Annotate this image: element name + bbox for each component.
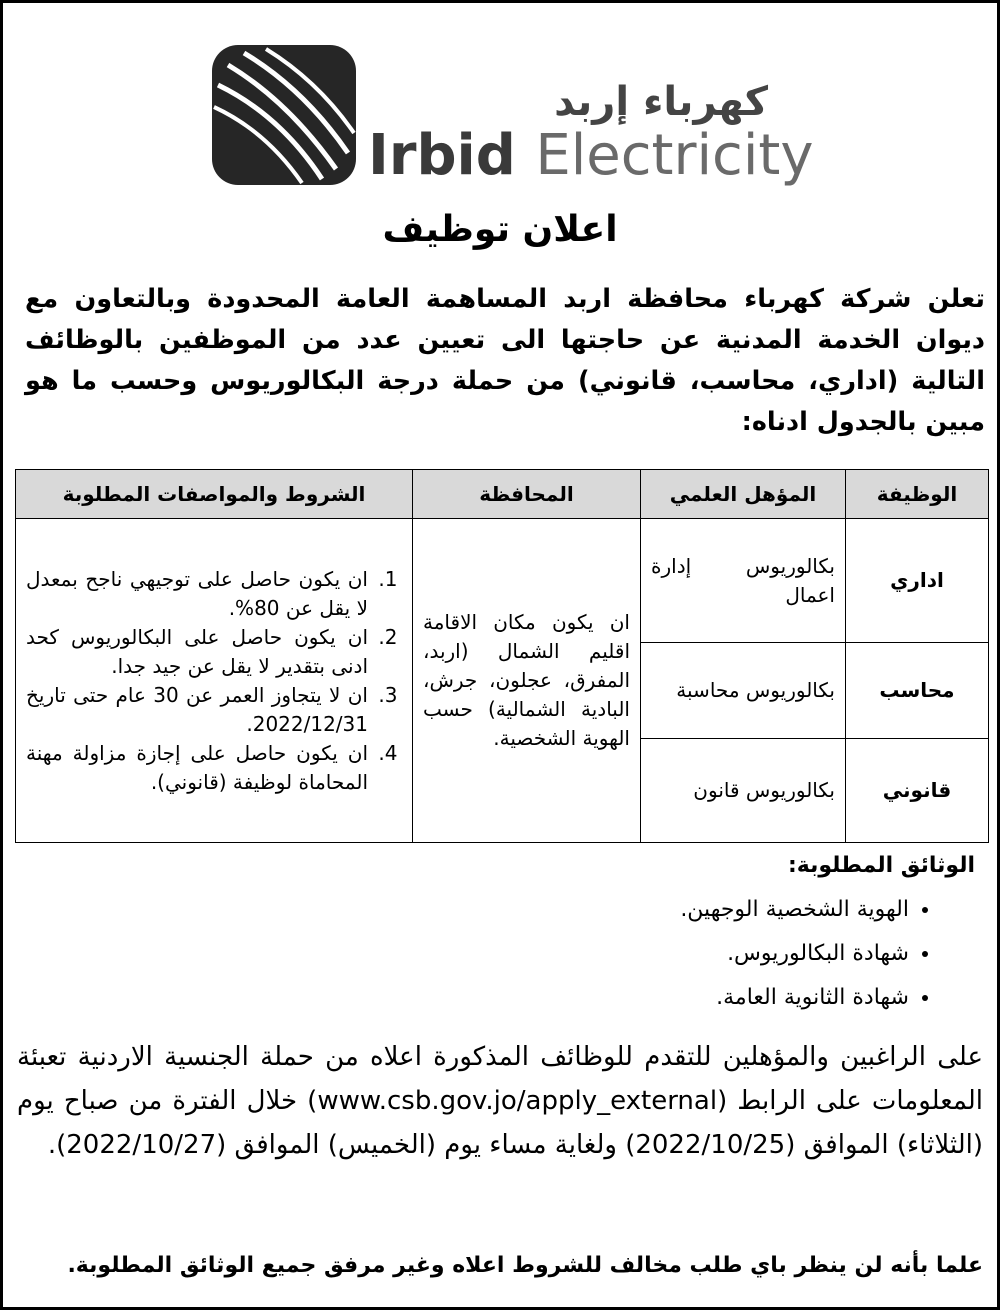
job-cell: قانوني xyxy=(846,739,989,843)
apply-text: ) ولغاية مساء يوم (الخميس) الموافق ( xyxy=(216,1130,636,1160)
conditions-list xyxy=(26,565,402,797)
document-item: • شهادة البكالوريوس. xyxy=(680,932,909,976)
documents-heading: الوثائق المطلوبة: xyxy=(787,853,975,878)
company-logo xyxy=(208,41,814,191)
jobs-table xyxy=(15,469,989,843)
header-qualification: المؤهل العلمي xyxy=(641,470,846,519)
apply-paragraph xyxy=(17,1035,983,1167)
governorate-cell: ان يكون مكان الاقامة اقليم الشمال (اربد، المفرق، عجلون، جرش، البادية الشمالية) حسب الهوية الشخصية. xyxy=(413,519,641,843)
closing-note: علما بأنه لن ينظر باي طلب مخالف للشروط اعلاه وغير مرفق جميع الوثائق المطلوبة. xyxy=(67,1253,983,1278)
page-title: اعلان توظيف xyxy=(382,209,618,250)
end-date: 2022/10/27 xyxy=(66,1130,217,1160)
documents-list xyxy=(680,888,937,1020)
logo-word-irbid: Irbid xyxy=(368,123,516,188)
conditions-cell xyxy=(16,519,413,843)
apply-text: ) خلال الفترة من صباح يوم (الثلاثاء) الموافق ( xyxy=(17,1086,983,1160)
header-governorate: المحافظة xyxy=(413,470,641,519)
qualification-cell: بكالوريوس إدارة اعمال xyxy=(641,519,846,643)
table-header-row xyxy=(16,470,989,519)
condition-item: 4. ان يكون حاصل على إجازة مزاولة مهنة المحاماة لوظيفة (قانوني). xyxy=(26,739,372,797)
start-date: 2022/10/25 xyxy=(635,1130,786,1160)
qualification-cell: بكالوريوس محاسبة xyxy=(641,643,846,739)
logo-english-name xyxy=(368,125,814,187)
apply-link[interactable]: www.csb.gov.jo/apply_external xyxy=(317,1086,718,1116)
job-cell: اداري xyxy=(846,519,989,643)
apply-text: على الراغبين والمؤهلين للتقدم للوظائف المذكورة اعلاه من حملة الجنسية الاردنية تعبئة المعلومات على الرابط ( xyxy=(17,1042,983,1116)
job-cell: محاسب xyxy=(846,643,989,739)
condition-item: 1. ان يكون حاصل على توجيهي ناجح بمعدل لا يقل عن 80%. xyxy=(26,565,372,623)
document-item: • شهادة الثانوية العامة. xyxy=(680,976,909,1020)
condition-item: 2. ان يكون حاصل على البكالوريوس كحد ادنى بتقدير لا يقل عن جيد جدا. xyxy=(26,623,372,681)
logo-mark-icon xyxy=(208,41,360,189)
table-row xyxy=(16,519,989,643)
qualification-cell: بكالوريوس قانون xyxy=(641,739,846,843)
logo-word-electricity: Electricity xyxy=(535,123,814,188)
apply-text: ). xyxy=(47,1130,67,1160)
logo-arabic-name: كهرباء إربد xyxy=(554,79,768,125)
header-conditions: الشروط والمواصفات المطلوبة xyxy=(16,470,413,519)
header-job: الوظيفة xyxy=(846,470,989,519)
document-item: • الهوية الشخصية الوجهين. xyxy=(680,888,909,932)
condition-item: 3. ان لا يتجاوز العمر عن 30 عام حتى تاريخ 2022/12/31. xyxy=(26,681,372,739)
intro-paragraph: تعلن شركة كهرباء محافظة اربد المساهمة العامة المحدودة وبالتعاون مع ديوان الخدمة المدنية عن حاجتها الى تعيين عدد من الموظفين بالوظائف التالية (اداري، محاسب، قانوني) من حملة درجة البكالوريوس وحسب ما هو مبين بالجدول ادناه: xyxy=(25,284,985,437)
